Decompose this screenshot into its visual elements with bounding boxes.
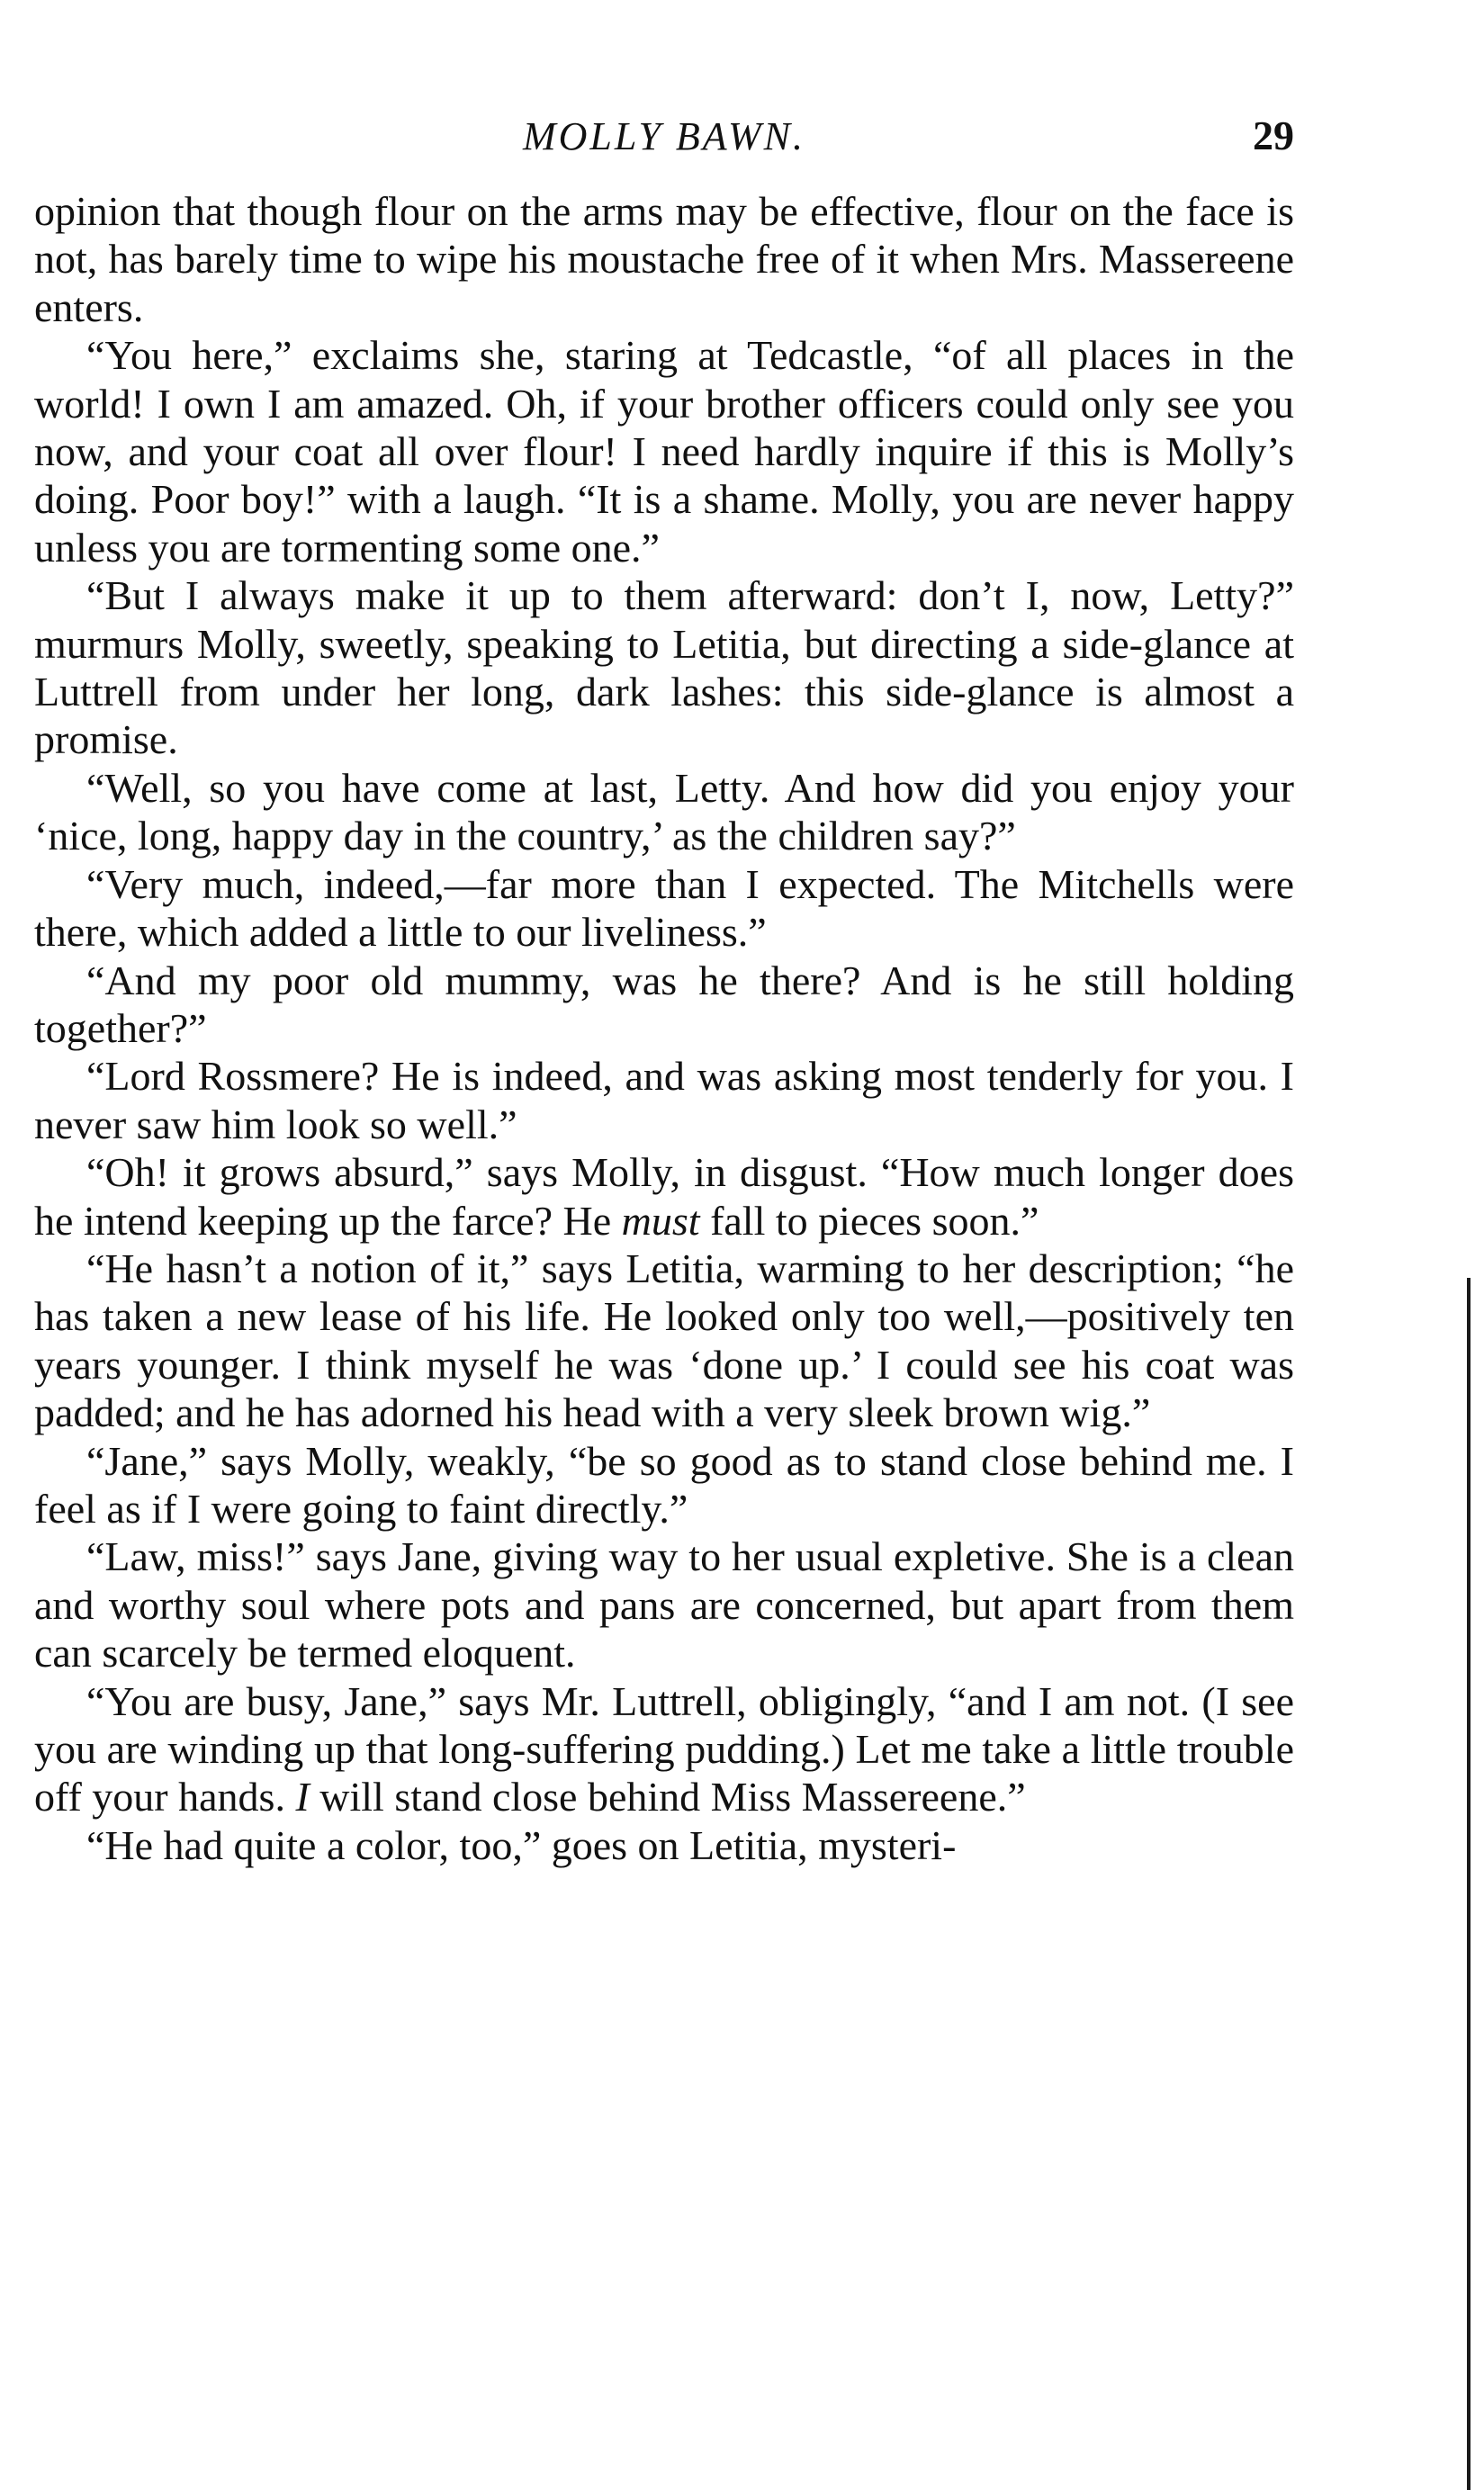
paragraph [34, 1677, 1294, 1821]
book-page [34, 108, 1294, 1869]
paragraph: “Well, so you have come at last, Letty. And how did you enjoy your ‘nice, long, happy day in the country,’ as the children say?” [34, 764, 1294, 859]
paragraph: “Law, miss!” says Jane, giving way to her usual expletive. She is a clean and worthy soul where pots and pans are concerned, but apart from them can scarcely be termed eloquent. [34, 1533, 1294, 1676]
paragraph: “Very much, indeed,—far more than I expected. The Mitchells were there, which added a little to our liveliness.” [34, 860, 1294, 956]
page-edge-shadow [1467, 1278, 1471, 2490]
paragraph: “He had quite a color, too,” goes on Letitia, mysteri- [86, 1821, 957, 1868]
running-title: MOLLY BAWN. [522, 114, 806, 158]
page-number: 29 [1253, 112, 1294, 158]
paragraph: opinion that though flour on the arms may be effective, flour on the face is not, has barely time to wipe his moustache free of it when Mrs. Massereene enters. [34, 188, 1294, 330]
paragraph: “Jane,” says Molly, weakly, “be so good as to stand close behind me. I feel as if I were going to faint directly.” [34, 1437, 1294, 1532]
paragraph-text: will stand close behind Miss Massereene.” [309, 1774, 1026, 1820]
paragraph: “You here,” exclaims she, staring at Tedcastle, “of all places in the world! I own I am amazed. Oh, if your brother officers could only see you now, and your coat all over flour! I need hardly inquire if this is Molly’s doing. Poor boy!” with a laugh. “It is a shame. Molly, you are never happy unless you are tormenting some one.” [34, 332, 1294, 571]
paragraph [34, 1148, 1294, 1245]
paragraph-text: “You are busy, Jane,” says Mr. Luttrell, obligingly, “and I am not. (I see you are winding up that long-suffering pudding.) Let me take a little trouble off your hands. [34, 1677, 1294, 1820]
paragraph: “He hasn’t a notion of it,” says Letitia, warming to her description; “he has taken a new lease of his life. He looked only too well,—positively ten years younger. I think myself he was ‘done up.’ I could see his coat was padded; and he has adorned his head with a very sleek brown wig.” [34, 1245, 1294, 1436]
paragraph: “And my poor old mummy, was he there? And is he still holding together?” [34, 957, 1294, 1051]
emphasis: I [295, 1774, 310, 1820]
running-head [34, 108, 1294, 171]
paragraph: “But I always make it up to them afterward: don’t I, now, Letty?” murmurs Molly, sweetly, speaking to Letitia, but directing a side-glance at Luttrell from under her long, dark lashes: this side-glance is almost a promise. [34, 572, 1294, 763]
emphasis: must [621, 1197, 700, 1244]
paragraph-text: “Oh! it grows absurd,” says Molly, in disgust. “How much longer does he intend keeping up the farce? He [34, 1149, 1294, 1244]
paragraph: “Lord Rossmere? He is indeed, and was asking most tenderly for you. I never saw him look so well.” [34, 1053, 1294, 1147]
paragraph-text: fall to pieces soon.” [699, 1197, 1039, 1244]
body-text [34, 187, 1294, 1869]
